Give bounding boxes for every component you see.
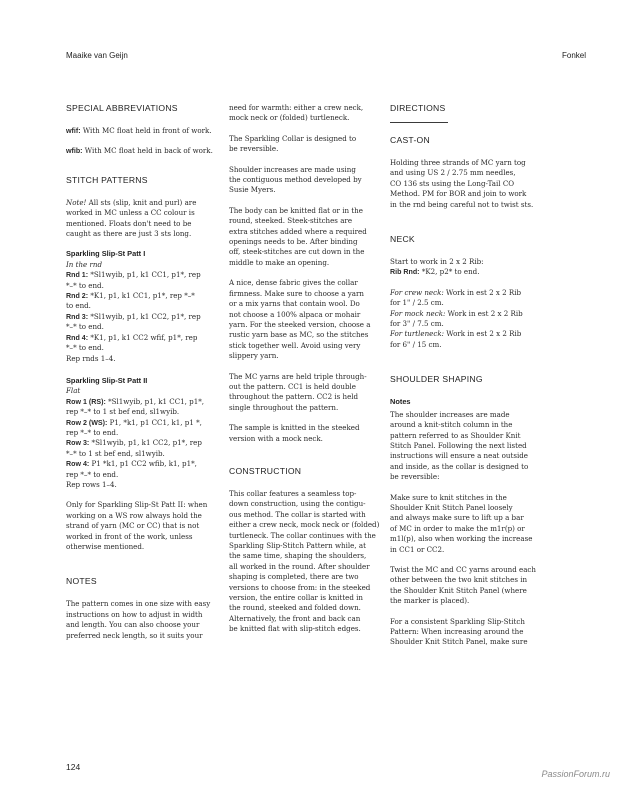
text-line: in CC1 or CC2. bbox=[390, 544, 445, 554]
text-line: all worked in the round. After shoulder bbox=[229, 561, 370, 571]
pattern-row-cont: rep *–* to end. bbox=[66, 427, 119, 437]
text-line: Pattern: When increasing around the bbox=[390, 627, 524, 636]
pattern-repeat: Rep rnds 1–4. bbox=[66, 353, 116, 363]
only-for-paragraph bbox=[66, 500, 218, 552]
notes-paragraph bbox=[66, 599, 218, 641]
text-line: Shoulder Knit Stitch Panel, make sure bbox=[390, 637, 528, 647]
pattern-row-cont: *–* to end. bbox=[66, 343, 104, 353]
text-line: need for warmth: either a crew neck, bbox=[229, 103, 364, 112]
paragraph bbox=[390, 410, 540, 483]
text-line: and always make sure to lift up a bar bbox=[390, 513, 524, 523]
text-line: out the pattern. CC1 is held double bbox=[229, 381, 356, 391]
text-line bbox=[66, 198, 218, 208]
text-line: For a consistent Sparkling Slip-Stitch bbox=[390, 616, 525, 626]
neck-option bbox=[390, 288, 540, 298]
header-title: Fonkel bbox=[561, 51, 586, 60]
text-line: Only for Sparkling Slip-St Patt II: when bbox=[66, 500, 208, 510]
pattern-2-title: Sparkling Slip-St Patt II bbox=[66, 375, 148, 385]
pattern-row-cont: *–* to end. bbox=[66, 322, 104, 332]
neck-option bbox=[390, 309, 540, 319]
note-paragraph bbox=[66, 198, 218, 240]
text-line: The sample is knitted in the steeked bbox=[229, 423, 360, 433]
text-line: and length. You can also choose your bbox=[66, 620, 200, 630]
text-line: slippery yarn. bbox=[229, 351, 279, 361]
column-2 bbox=[229, 103, 379, 645]
row-label: Rnd 1: bbox=[66, 271, 89, 280]
text-line: openings needs to be. After binding bbox=[229, 237, 358, 247]
text-line: instructions on how to adjust in width bbox=[66, 609, 203, 619]
column-3 bbox=[390, 103, 540, 658]
page-number: 124 bbox=[66, 762, 81, 772]
text-line: Shoulder Knit Stitch Panel loosely bbox=[390, 502, 513, 512]
text-line: either a crew neck, mock neck or (folded) bbox=[229, 520, 380, 530]
construction-paragraph bbox=[229, 489, 379, 635]
pattern-row bbox=[66, 312, 218, 322]
pattern-1-title: Sparkling Slip-St Patt I bbox=[66, 249, 146, 259]
text-line: round, steeked. Steek-stitches are bbox=[229, 216, 353, 226]
paragraph bbox=[390, 493, 540, 555]
option-label: For turtleneck: bbox=[390, 329, 445, 339]
pattern-1-rows bbox=[66, 270, 218, 364]
paragraph bbox=[229, 103, 379, 124]
row-text: P1, *k1, p1 CC1, k1, p1 *, bbox=[107, 417, 202, 427]
row-label: Row 3: bbox=[66, 439, 90, 448]
text-line: Stitch Panel. Following the next listed bbox=[390, 440, 527, 450]
row-text: *Sl1wyib, p1, k1 CC2, p1*, rep bbox=[89, 438, 202, 448]
text-line: otherwise mentioned. bbox=[66, 542, 145, 551]
section-title-notes: NOTES bbox=[66, 576, 97, 587]
column-1 bbox=[66, 103, 218, 651]
abbrev-text: With MC float held in back of work. bbox=[82, 146, 213, 156]
option-label: For crew neck: bbox=[390, 287, 444, 297]
text-line: The pattern comes in one size with easy bbox=[66, 599, 211, 609]
section-title-shoulder-shaping: SHOULDER SHAPING bbox=[390, 374, 483, 385]
pattern-row bbox=[66, 418, 218, 428]
text-line: version with a mock neck. bbox=[229, 433, 323, 443]
text-line: This collar features a seamless top- bbox=[229, 488, 357, 498]
text-line: pattern referred to as Shoulder Knit bbox=[390, 430, 521, 440]
paragraph bbox=[390, 617, 540, 648]
header-author: Maaike van Geijn bbox=[66, 51, 128, 60]
pattern-row bbox=[66, 459, 218, 469]
text-line: other between the two knit stitches in bbox=[390, 575, 528, 585]
abbrev-wfif bbox=[66, 126, 218, 136]
row-text: *Sl1wyib, p1, k1 CC1, p1*, rep bbox=[88, 270, 201, 280]
text-line: turtleneck. The collar continues with the bbox=[229, 530, 376, 540]
option-text: Work in est 2 x 2 Rib bbox=[444, 329, 522, 339]
pattern-row bbox=[66, 397, 218, 407]
note-label: Note! bbox=[66, 197, 87, 207]
neck-intro bbox=[390, 257, 540, 278]
abbrev-label: wfib: bbox=[66, 147, 83, 156]
text-line: the marker is placed). bbox=[390, 596, 470, 606]
abbrev-wfib bbox=[66, 146, 218, 156]
row-label: Rnd 3: bbox=[66, 312, 89, 321]
text-line: be reversible: bbox=[390, 472, 440, 482]
neck-option bbox=[390, 329, 540, 339]
section-title-construction: CONSTRUCTION bbox=[229, 465, 302, 476]
text-line: The Sparkling Collar is designed to bbox=[229, 133, 357, 143]
text-line: the contiguous method developed by bbox=[229, 175, 362, 185]
abbrev-text: With MC float held in front of work. bbox=[80, 126, 212, 135]
text-line: and using US 2 / 2.75 mm needles, bbox=[390, 168, 516, 178]
text-line: or a mix yarns that contain wool. Do bbox=[229, 299, 360, 309]
text-line: down construction, using the contigu- bbox=[229, 499, 366, 509]
row-text: P1 *k1, p1 CC2 wfib, k1, p1*, bbox=[89, 459, 197, 469]
text-line: ous method. The collar is started with bbox=[229, 509, 366, 519]
section-title-directions: DIRECTIONS bbox=[390, 103, 446, 113]
note-first-line-rest: All sts (slip, knit and purl) are bbox=[86, 197, 197, 207]
text-line: in the rnd being careful not to twist sts. bbox=[390, 199, 534, 209]
option-text: Work in est 2 x 2 Rib bbox=[443, 287, 522, 297]
row-label: Row 2 (WS): bbox=[66, 418, 108, 427]
option-text: Work in est 2 x 2 Rib bbox=[445, 308, 523, 318]
row-text: *Sl1wyib, p1, k1 CC1, p1*, bbox=[105, 396, 205, 406]
text-line: instructions will ensure a neat outside bbox=[390, 451, 528, 461]
text-line: version, the entire collar is knitted in bbox=[229, 593, 363, 603]
text-line: Alternatively, the front and back can bbox=[229, 613, 361, 623]
text-line: worked in front of the work, unless bbox=[66, 531, 193, 541]
row-label: Row 4: bbox=[66, 460, 90, 469]
row-text: *Sl1wyib, p1, k1 CC2, p1*, rep bbox=[88, 311, 201, 321]
pattern-row bbox=[66, 333, 218, 343]
rib-label: Rib Rnd: bbox=[390, 268, 420, 277]
neck-options bbox=[390, 288, 540, 350]
neck-option-cont: for 6" / 15 cm. bbox=[390, 339, 442, 349]
row-label: Row 1 (RS): bbox=[66, 397, 106, 406]
text-line: mentioned. Floats don't need to be bbox=[66, 218, 192, 228]
text-line: be knitted flat with slip-stitch edges. bbox=[229, 624, 361, 634]
text-line: Susie Myers. bbox=[229, 185, 276, 195]
text-line: be reversible. bbox=[229, 144, 279, 154]
text-line: The body can be knitted flat or in the bbox=[229, 205, 363, 215]
rib-text: *K2, p2* to end. bbox=[419, 267, 480, 277]
pattern-repeat: Rep rows 1–4. bbox=[66, 479, 117, 489]
pattern-row bbox=[66, 291, 218, 301]
neck-option-cont: for 3" / 7.5 cm. bbox=[390, 319, 444, 329]
directions-underline bbox=[390, 122, 448, 123]
text-line: yarn. For the steeked version, choose a bbox=[229, 319, 371, 329]
text-line: worked in MC unless a CC colour is bbox=[66, 208, 195, 218]
text-line: Shoulder increases are made using bbox=[229, 164, 356, 174]
paragraph bbox=[390, 565, 540, 607]
text-line: preferred neck length, so it suits your bbox=[66, 630, 203, 640]
text-line: Twist the MC and CC yarns around each bbox=[390, 564, 536, 574]
text-line: Make sure to knit stitches in the bbox=[390, 492, 507, 502]
paragraph bbox=[229, 278, 379, 361]
text-line: off, steek-stitches are cut down in the bbox=[229, 247, 365, 257]
pattern-row-cont: to end. bbox=[66, 301, 91, 311]
text-line: around a knit-stitch column in the bbox=[390, 420, 513, 430]
section-title-cast-on: CAST-ON bbox=[390, 135, 430, 145]
pattern-row bbox=[66, 270, 218, 280]
pattern-2-rows bbox=[66, 397, 218, 491]
text-line: The MC yarns are held triple through- bbox=[229, 371, 367, 381]
pattern-row bbox=[66, 438, 218, 448]
paragraph bbox=[229, 134, 379, 155]
row-text: *K1, p1, k1 CC1, p1*, rep *–* bbox=[88, 291, 195, 301]
paragraph bbox=[229, 372, 379, 414]
paragraph bbox=[229, 423, 379, 444]
rib-round bbox=[390, 267, 540, 277]
option-label: For mock neck: bbox=[390, 308, 446, 318]
text-line: and inside, as the collar is designed to bbox=[390, 461, 529, 471]
text-line: the Shoulder Knit Stitch Panel (where bbox=[390, 585, 527, 595]
section-title-special-abbreviations: SPECIAL ABBREVIATIONS bbox=[66, 103, 178, 113]
text-line: throughout the pattern. CC2 is held bbox=[229, 392, 359, 402]
row-label: Rnd 4: bbox=[66, 333, 89, 342]
shoulder-notes-title: Notes bbox=[390, 397, 411, 407]
text-line: the round, steeked and folded down. bbox=[229, 603, 361, 613]
text-line: Method. PM for BOR and join to work bbox=[390, 189, 527, 199]
pattern-row-cont: rep *–* to end. bbox=[66, 469, 119, 479]
text-line: middle to make an opening. bbox=[229, 257, 330, 267]
text-line: Start to work in 2 x 2 Rib: bbox=[390, 257, 484, 267]
paragraph bbox=[229, 165, 379, 196]
text-line: The shoulder increases are made bbox=[390, 409, 510, 419]
abbrev-label: wfif: bbox=[66, 127, 81, 135]
section-title-neck: NECK bbox=[390, 234, 415, 245]
text-line: extra stitches added where a required bbox=[229, 226, 367, 236]
row-label: Rnd 2: bbox=[66, 292, 89, 301]
text-line: the same time, shaping the shoulders, bbox=[229, 551, 367, 561]
text-line: A nice, dense fabric gives the collar bbox=[229, 278, 358, 288]
row-text: *K1, p1, k1 CC2 wfif, p1*, rep bbox=[88, 332, 198, 342]
pattern-row-cont: *–* to 1 st bef end, sl1wyib. bbox=[66, 448, 165, 458]
text-line: shaping is completed, there are two bbox=[229, 572, 359, 582]
text-line: caught as there are just 3 sts long. bbox=[66, 229, 192, 239]
pattern-2-subtitle: Flat bbox=[66, 386, 81, 396]
pattern-1-subtitle: In the rnd bbox=[66, 259, 102, 269]
text-line: Sparkling Slip-Stitch Pattern while, at bbox=[229, 541, 366, 550]
text-line: Holding three strands of MC yarn tog bbox=[390, 158, 526, 167]
text-line: m1l(p), also when working the increase bbox=[390, 534, 533, 544]
text-line: stick together well. Avoid using very bbox=[229, 340, 361, 350]
watermark: PassionForum.ru bbox=[541, 769, 610, 779]
cast-on-paragraph bbox=[390, 158, 540, 210]
text-line: not choose a 100% alpaca or mohair bbox=[229, 309, 361, 319]
text-line: CO 136 sts using the Long-Tail CO bbox=[390, 178, 515, 188]
text-line: versions to choose from: in the steeked bbox=[229, 582, 371, 592]
pattern-row-cont: *–* to end. bbox=[66, 280, 104, 290]
section-title-stitch-patterns: STITCH PATTERNS bbox=[66, 174, 148, 185]
text-line: working on a WS row always hold the bbox=[66, 510, 202, 520]
text-line: strand of yarn (MC or CC) that is not bbox=[66, 521, 200, 531]
text-line: rustic yarn base as MC, so the stitches bbox=[229, 330, 369, 340]
paragraph bbox=[229, 206, 379, 268]
pattern-row-cont: rep *–* to 1 st bef end, sl1wyib. bbox=[66, 407, 180, 417]
text-line: firmness. Make sure to choose a yarn bbox=[229, 288, 364, 298]
text-line: of MC in order to make the m1r(p) or bbox=[390, 523, 525, 533]
text-line: mock neck or (folded) turtleneck. bbox=[229, 113, 350, 123]
neck-option-cont: for 1" / 2.5 cm. bbox=[390, 298, 444, 308]
text-line: single throughout the pattern. bbox=[229, 402, 339, 412]
